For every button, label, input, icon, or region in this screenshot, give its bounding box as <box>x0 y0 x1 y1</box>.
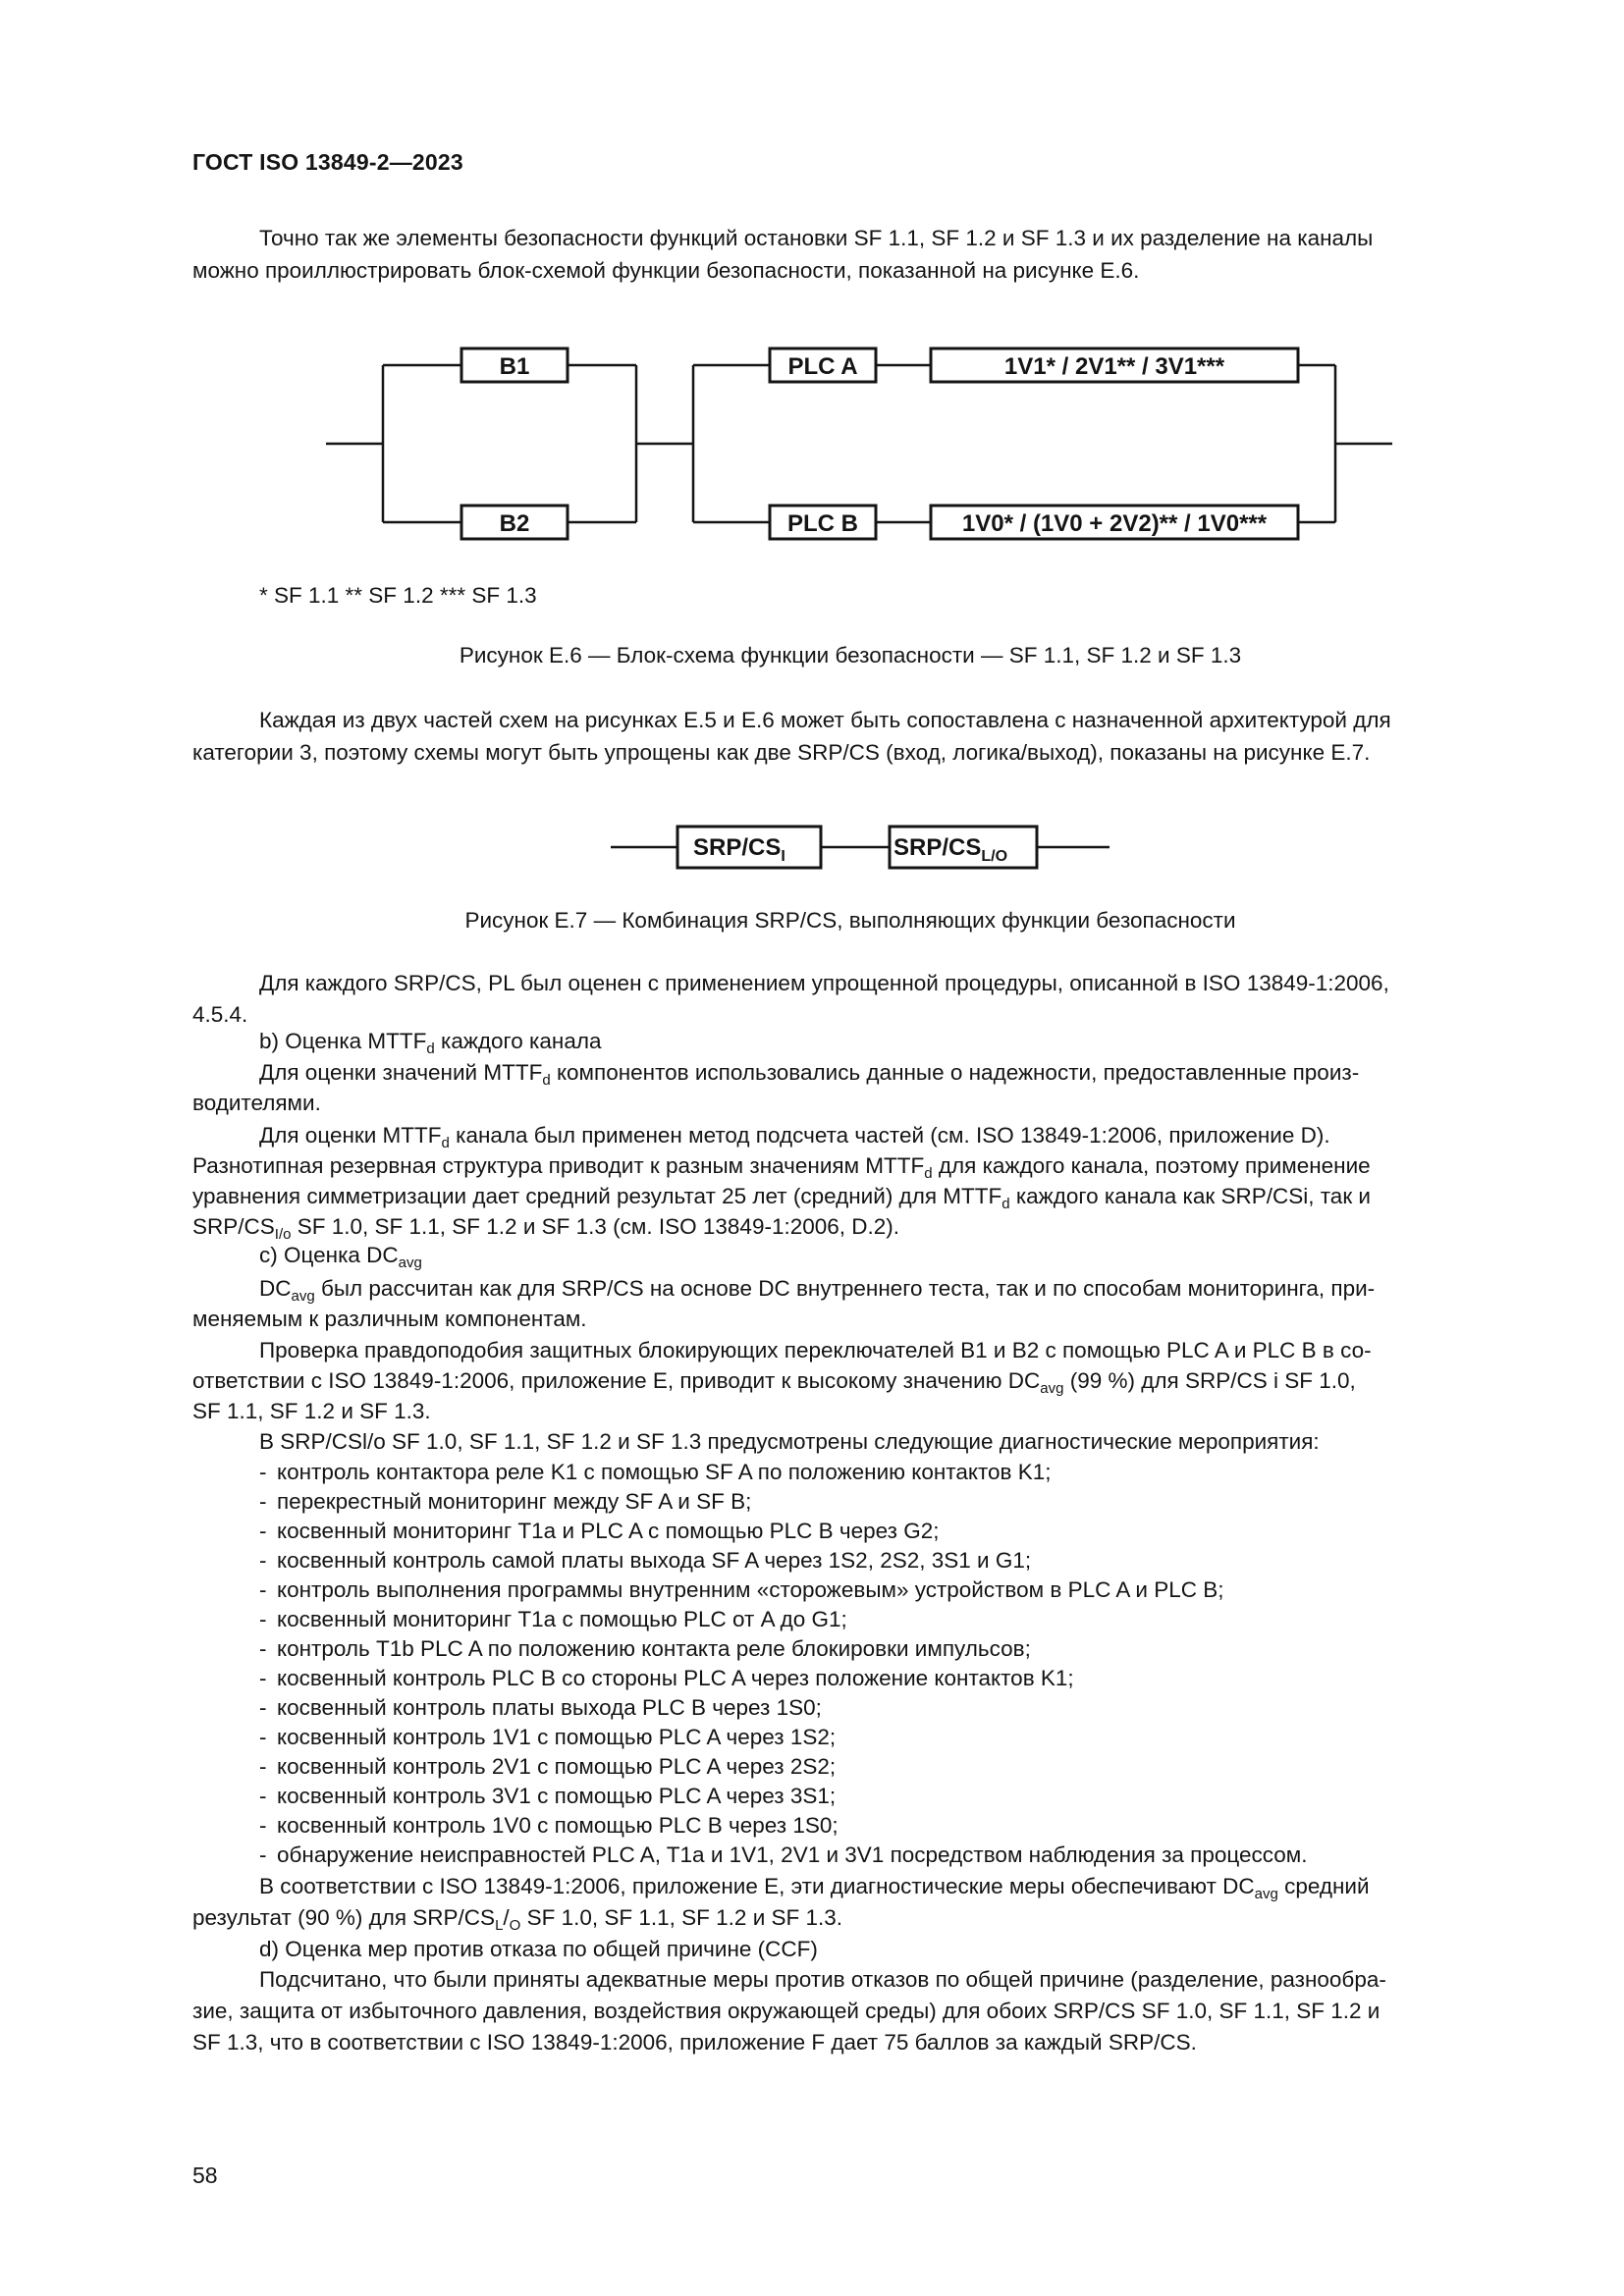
list-item: - перекрестный мониторинг между SF A и SF B; <box>259 1489 752 1514</box>
figure-e6-caption: Рисунок Е.6 — Блок-схема функции безопасности — SF 1.1, SF 1.2 и SF 1.3 <box>459 643 1242 667</box>
label-b2: B2 <box>499 510 530 537</box>
list-item: - косвенный контроль платы выхода PLC B через 1S0; <box>259 1695 822 1720</box>
label-valves-a: 1V1* / 2V1** / 3V1*** <box>1003 353 1225 380</box>
section-b-p2-line-1: Для оценки $MTTF_d$ канала был применен метод подсчета частей (см. ISO 13849-1:2006, приложение D). <box>259 1123 1330 1151</box>
figure-e6-note: * SF 1.1 ** SF 1.2 *** SF 1.3 <box>259 583 537 608</box>
section-d-title: d) Оценка мер против отказа по общей причине (CCF) <box>259 1937 818 1961</box>
intro-line-1: Точно так же элементы безопасности функций остановки SF 1.1, SF 1.2 и SF 1.3 и их разделение на каналы <box>259 226 1374 250</box>
section-b-p2-line-3: уравнения симметризации дает средний результат 25 лет (средний) для $MTTF_d$ каждого канала как SRP/CSi, так и <box>192 1184 1371 1212</box>
list-item: - контроль выполнения программы внутренним «сторожевым» устройством в PLC A и PLC B; <box>259 1577 1224 1602</box>
section-d-line-1: Подсчитано, что были приняты адекватные меры против отказов по общей причине (разделение, разнообра- <box>259 1967 1386 1992</box>
para-pl-line-2: 4.5.4. <box>192 1002 248 1027</box>
section-b-p1-line-2: водителями. <box>192 1091 321 1115</box>
label-valves-b: 1V0* / (1V0 + 2V2)** / 1V0*** <box>961 510 1268 537</box>
section-c-p2-line-2: ответствии с ISO 13849-1:2006, приложение E, приводит к высокому значению $DC_{avg}$ (99 %) для SRP/CS i SF 1.0, <box>192 1368 1356 1397</box>
section-c-p1-line-1: $DC_{avg}$ был рассчитан как для SRP/CS на основе DC внутреннего теста, так и по способам мониторинга, при- <box>259 1276 1376 1305</box>
list-item: - обнаружение неисправностей PLC A, T1a и 1V1, 2V1 и 3V1 посредством наблюдения за процессом. <box>259 1842 1308 1867</box>
label-b1: B1 <box>499 353 530 380</box>
section-b-title: b) Оценка $MTTF_d$ каждого канала <box>259 1029 602 1057</box>
figure-e7-combination-diagram <box>599 815 1119 874</box>
srpcs-logic-output-label: SRP/$CS_{L/O}$ <box>893 834 1008 865</box>
list-item: - контроль контактора реле K1 с помощью SF A по положению контактов K1; <box>259 1460 1052 1484</box>
list-item: - косвенный мониторинг T1a с помощью PLC от A до G1; <box>259 1607 847 1631</box>
list-item: - косвенный контроль PLC B со стороны PLC A через положение контактов K1; <box>259 1666 1074 1690</box>
section-c-p2-line-1: Проверка правдоподобия защитных блокирующих переключателей B1 и B2 с помощью PLC A и PLC B в со- <box>259 1338 1372 1362</box>
section-c-p2-line-3: SF 1.1, SF 1.2 и SF 1.3. <box>192 1399 431 1423</box>
list-item: - косвенный контроль 2V1 с помощью PLC A через 2S2; <box>259 1754 837 1779</box>
section-d-line-2: зие, защита от избыточного давления, воздействия окружающей среды) для обоих SRP/CS SF 1.0, SF 1.1, SF 1.2 и <box>192 1999 1380 2023</box>
list-item: - косвенный контроль 1V0 с помощью PLC B через 1S0; <box>259 1813 839 1838</box>
page-number: 58 <box>192 2163 218 2188</box>
label-plc-b: PLC B <box>787 510 858 537</box>
section-c-title: c) Оценка $DC_{avg}$ <box>259 1243 422 1271</box>
para-compare-line-1: Каждая из двух частей схем на рисунках Е.5 и Е.6 может быть сопоставлена с назначенной архитектурой для <box>259 708 1391 732</box>
para-pl-line-1: Для каждого SRP/CS, PL был оценен с применением упрощенной процедуры, описанной в ISO 13849-1:2006, <box>259 971 1389 995</box>
intro-line-2: можно проиллюстрировать блок-схемой функции безопасности, показанной на рисунке Е.6. <box>192 258 1140 283</box>
section-c-p1-line-2: меняемым к различным компонентам. <box>192 1307 587 1331</box>
para-compare-line-2: категории 3, поэтому схемы могут быть упрощены как две SRP/CS (вход, логика/выход), показаны на рисунке Е.7. <box>192 740 1371 765</box>
list-item: - косвенный контроль самой платы выхода SF A через 1S2, 2S2, 3S1 и G1; <box>259 1548 1032 1573</box>
srpcs-input-label: SRP/$CS_I$ <box>693 834 785 865</box>
section-b-p2-line-2: Разнотипная резервная структура приводит к разным значениям $MTTF_d$ для каждого канала, поэтому применение <box>192 1153 1371 1182</box>
list-item: - косвенный контроль 1V1 с помощью PLC A через 1S2; <box>259 1725 837 1749</box>
label-plc-a: PLC A <box>787 353 858 380</box>
list-item: - контроль T1b PLC A по положению контакта реле блокировки импульсов; <box>259 1636 1031 1661</box>
figure-e6-block-diagram <box>314 334 1404 550</box>
section-c-p4-line-1: В соответствии с ISO 13849-1:2006, приложение E, эти диагностические меры обеспечивают $DC_{avg}$ средний <box>259 1874 1370 1902</box>
document-header: ГОСТ ISO 13849-2—2023 <box>192 149 463 175</box>
section-d-line-3: SF 1.3, что в соответствии с ISO 13849-1:2006, приложение F дает 75 баллов за каждый SRP/CS. <box>192 2030 1197 2055</box>
list-item: - косвенный мониторинг T1a и PLC A с помощью PLC B через G2; <box>259 1519 940 1543</box>
section-c-p3: В SRP/CSl/o SF 1.0, SF 1.1, SF 1.2 и SF 1.3 предусмотрены следующие диагностические мероприятия: <box>259 1429 1320 1454</box>
section-b-p1-line-1: Для оценки значений $MTTF_d$ компонентов использовались данные о надежности, предоставленные произ- <box>259 1060 1360 1089</box>
section-b-p2-line-4: SRP/$CS_{I/o}$ SF 1.0, SF 1.1, SF 1.2 и SF 1.3 (см. ISO 13849-1:2006, D.2). <box>192 1214 900 1243</box>
section-c-p4-line-2: результат (90 %) для SRP/$CS_L/_O$ SF 1.0, SF 1.1, SF 1.2 и SF 1.3. <box>192 1905 843 1934</box>
list-item: - косвенный контроль 3V1 с помощью PLC A через 3S1; <box>259 1784 837 1808</box>
figure-e7-caption: Рисунок Е.7 — Комбинация SRP/CS, выполняющих функции безопасности <box>464 908 1236 933</box>
